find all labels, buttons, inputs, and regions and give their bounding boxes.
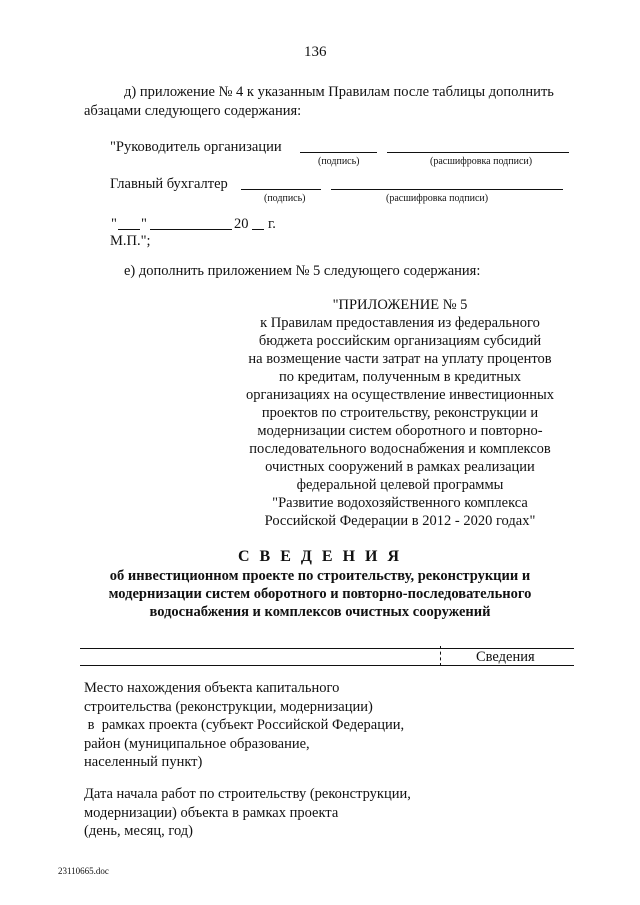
date-year-line <box>252 229 264 230</box>
appendix-line: очистных сооружений в рамках реализации <box>265 459 535 475</box>
appendix-line: на возмещение части затрат на уплату процентов <box>248 351 552 367</box>
document-title: С В Е Д Е Н И Я <box>237 548 403 565</box>
document-subtitle-line1: об инвестиционном проекте по строительству, реконструкции и <box>109 568 531 584</box>
accountant-decode-line <box>331 189 563 190</box>
date-day-line <box>118 229 140 230</box>
document-subtitle-line3: водоснабжения и комплексов очистных сооружений <box>149 604 491 620</box>
appendix-line: Российской Федерации в 2012 - 2020 годах" <box>264 513 536 529</box>
row-text-line: Место нахождения объекта капитального <box>84 680 340 696</box>
head-signature-label: "Руководитель организации <box>110 139 282 155</box>
row-text-line: в рамках проекта (субъект Российской Федерации, <box>84 717 405 733</box>
accountant-signature-caption: (подпись) <box>264 193 306 204</box>
appendix-line: к Правилам предоставления из федерального <box>260 315 540 331</box>
row-text-line: населенный пункт) <box>84 754 203 770</box>
appendix-line: модернизации систем оборотного и повторно- <box>257 423 543 439</box>
date-year-suffix: г. <box>268 216 276 232</box>
head-decode-line <box>387 152 569 153</box>
head-signature-line <box>300 152 377 153</box>
appendix-line: по кредитам, полученным в кредитных <box>278 369 522 385</box>
appendix-line: "Развитие водохозяйственного комплекса <box>272 495 528 511</box>
document-subtitle-line2: модернизации систем оборотного и повторно-последовательного <box>108 586 532 602</box>
row-text-line: модернизации) объекта в рамках проекта <box>84 804 339 821</box>
page-number: 136 <box>304 44 327 60</box>
paragraph-d-line1: д) приложение № 4 к указанным Правилам после таблицы дополнить <box>124 84 554 100</box>
table-column-divider <box>440 646 441 666</box>
head-signature-caption: (подпись) <box>318 156 360 167</box>
row-text-line: строительства (реконструкции, модернизации) <box>84 698 373 715</box>
date-quote-open: " <box>111 216 117 232</box>
appendix-line: последовательного водоснабжения и комплексов <box>249 441 551 457</box>
row-text-line: район (муниципальное образование, <box>84 735 310 752</box>
stamp-label: М.П."; <box>110 233 151 249</box>
row-text-line: (день, месяц, год) <box>84 823 193 839</box>
appendix-line: федеральной целевой программы <box>296 477 504 493</box>
table-row <box>84 785 411 841</box>
row-text-line: Дата начала работ по строительству (реконструкции, <box>84 786 411 802</box>
accountant-signature-line <box>241 189 321 190</box>
appendix-line: организациях на осуществление инвестиционных <box>245 387 555 403</box>
table-column-header: Сведения <box>476 649 535 665</box>
appendix-heading: "ПРИЛОЖЕНИЕ № 5 <box>332 297 468 313</box>
paragraph-d-line2: абзацами следующего содержания: <box>84 103 302 119</box>
head-decode-caption: (расшифровка подписи) <box>430 156 533 167</box>
date-month-line <box>150 229 232 230</box>
table-row <box>84 679 404 772</box>
date-quote-close: " <box>141 216 147 232</box>
appendix-heading-block <box>225 296 575 530</box>
paragraph-e: е) дополнить приложением № 5 следующего содержания: <box>124 263 481 279</box>
appendix-line: бюджета российским организациям субсидий <box>258 333 542 349</box>
date-year-prefix: 20 <box>234 216 249 232</box>
appendix-line: проектов по строительству, реконструкции и <box>261 405 539 421</box>
footer-file-name: 23110665.doc <box>58 866 109 876</box>
accountant-decode-caption: (расшифровка подписи) <box>386 193 489 204</box>
accountant-signature-label: Главный бухгалтер <box>110 176 228 192</box>
